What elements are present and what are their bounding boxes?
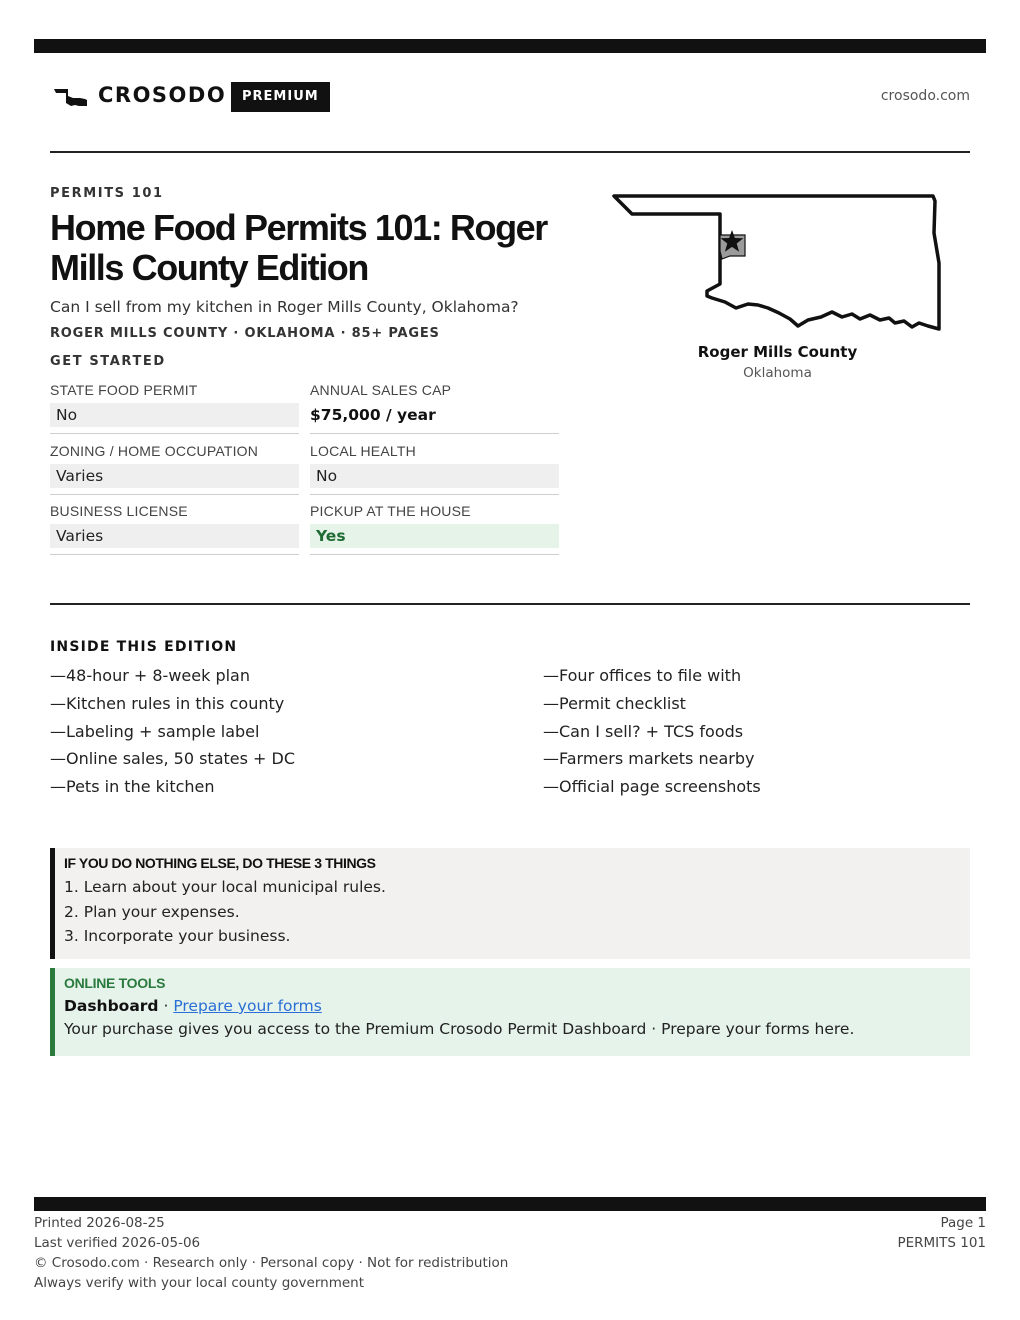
page-number: Page 1 [940,1215,986,1231]
map-state-label: Oklahoma [743,365,812,381]
tools-description: Your purchase gives you access to the Premium Crosodo Permit Dashboard · Prepare your forms here. [64,1020,855,1038]
get-started-heading: GET STARTED [50,354,166,369]
fact-annual-sales-cap [310,382,559,434]
page-subtitle: Can I sell from my kitchen in Roger Mills County, Oklahoma? [50,298,519,316]
top-bar [34,39,986,53]
page-title: Home Food Permits 101: Roger Mills County Edition [50,207,547,288]
oklahoma-silhouette-icon [54,87,88,107]
callout-title: IF YOU DO NOTHING ELSE, DO THESE 3 THINGS [64,855,376,871]
list-item: 1. Learn about your local municipal rules. [64,878,386,896]
copyright-notice: © Crosodo.com · Research only · Personal copy · Not for redistribution [34,1255,509,1271]
inside-edition-heading: INSIDE THIS EDITION [50,639,238,655]
edition-meta: ROGER MILLS COUNTY · OKLAHOMA · 85+ PAGES [50,326,440,341]
online-tools-callout [50,968,970,1056]
list-item: —48-hour + 8-week plan [50,666,250,685]
fact-label: ANNUAL SALES CAP [310,382,452,398]
list-item: —Can I sell? + TCS foods [543,721,744,741]
header-divider [50,151,970,153]
bottom-bar [34,1197,986,1211]
list-item: —Permit checklist [543,693,686,713]
fact-label: ZONING / HOME OCCUPATION [50,443,259,459]
section-divider [50,603,970,605]
callout-list [64,875,970,949]
footer-left [34,1213,508,1293]
list-item: —Online sales, 50 states + DC [50,749,296,769]
premium-badge: PREMIUM [231,82,330,112]
fact-business-license [50,503,299,555]
fact-value: $75,000 / year [310,406,436,424]
fact-value: No [310,464,559,488]
fact-label: LOCAL HEALTH [310,443,416,459]
fact-label: STATE FOOD PERMIT [50,382,198,398]
fact-state-food-permit [50,382,299,434]
list-item: —Farmers markets nearby [543,749,755,769]
fact-value: Varies [50,464,299,488]
fact-label: BUSINESS LICENSE [50,503,188,519]
map-county-label: Roger Mills County [697,343,858,361]
verified-date: Last verified 2026-05-06 [34,1235,201,1251]
list-item: 3. Incorporate your business. [64,927,291,946]
separator: · [158,997,174,1015]
three-things-callout [50,848,970,959]
fact-zoning [50,443,299,495]
fact-value: Varies [50,524,299,548]
list-item: —Kitchen rules in this county [50,693,285,713]
footer-section: PERMITS 101 [897,1235,986,1251]
inside-list-left [50,666,295,805]
tools-links [64,997,970,1015]
printed-date: Printed 2026-08-25 [34,1215,165,1231]
fact-pickup-at-house [310,503,559,555]
oklahoma-map [612,193,944,335]
fact-value: No [50,403,299,427]
prepare-forms-link[interactable]: Prepare your forms [173,997,322,1015]
list-item: —Official page screenshots [543,777,761,797]
site-url[interactable]: crosodo.com [880,88,970,104]
fact-label: PICKUP AT THE HOUSE [310,503,471,519]
state-outline [614,196,939,329]
section-kicker: PERMITS 101 [50,186,164,201]
list-item: —Four offices to file with [543,666,742,685]
list-item: 2. Plan your expenses. [64,902,240,921]
inside-list-right [543,666,761,805]
list-item: —Labeling + sample label [50,721,260,741]
verify-advice: Always verify with your local county government [34,1275,364,1291]
tools-title: ONLINE TOOLS [64,975,166,991]
fact-value: Yes [310,524,559,548]
dashboard-label: Dashboard [64,997,159,1015]
footer-right [897,1213,986,1253]
brand-name: CROSODO [98,83,227,107]
header [50,80,970,114]
fact-local-health [310,443,559,495]
list-item: —Pets in the kitchen [50,777,215,797]
